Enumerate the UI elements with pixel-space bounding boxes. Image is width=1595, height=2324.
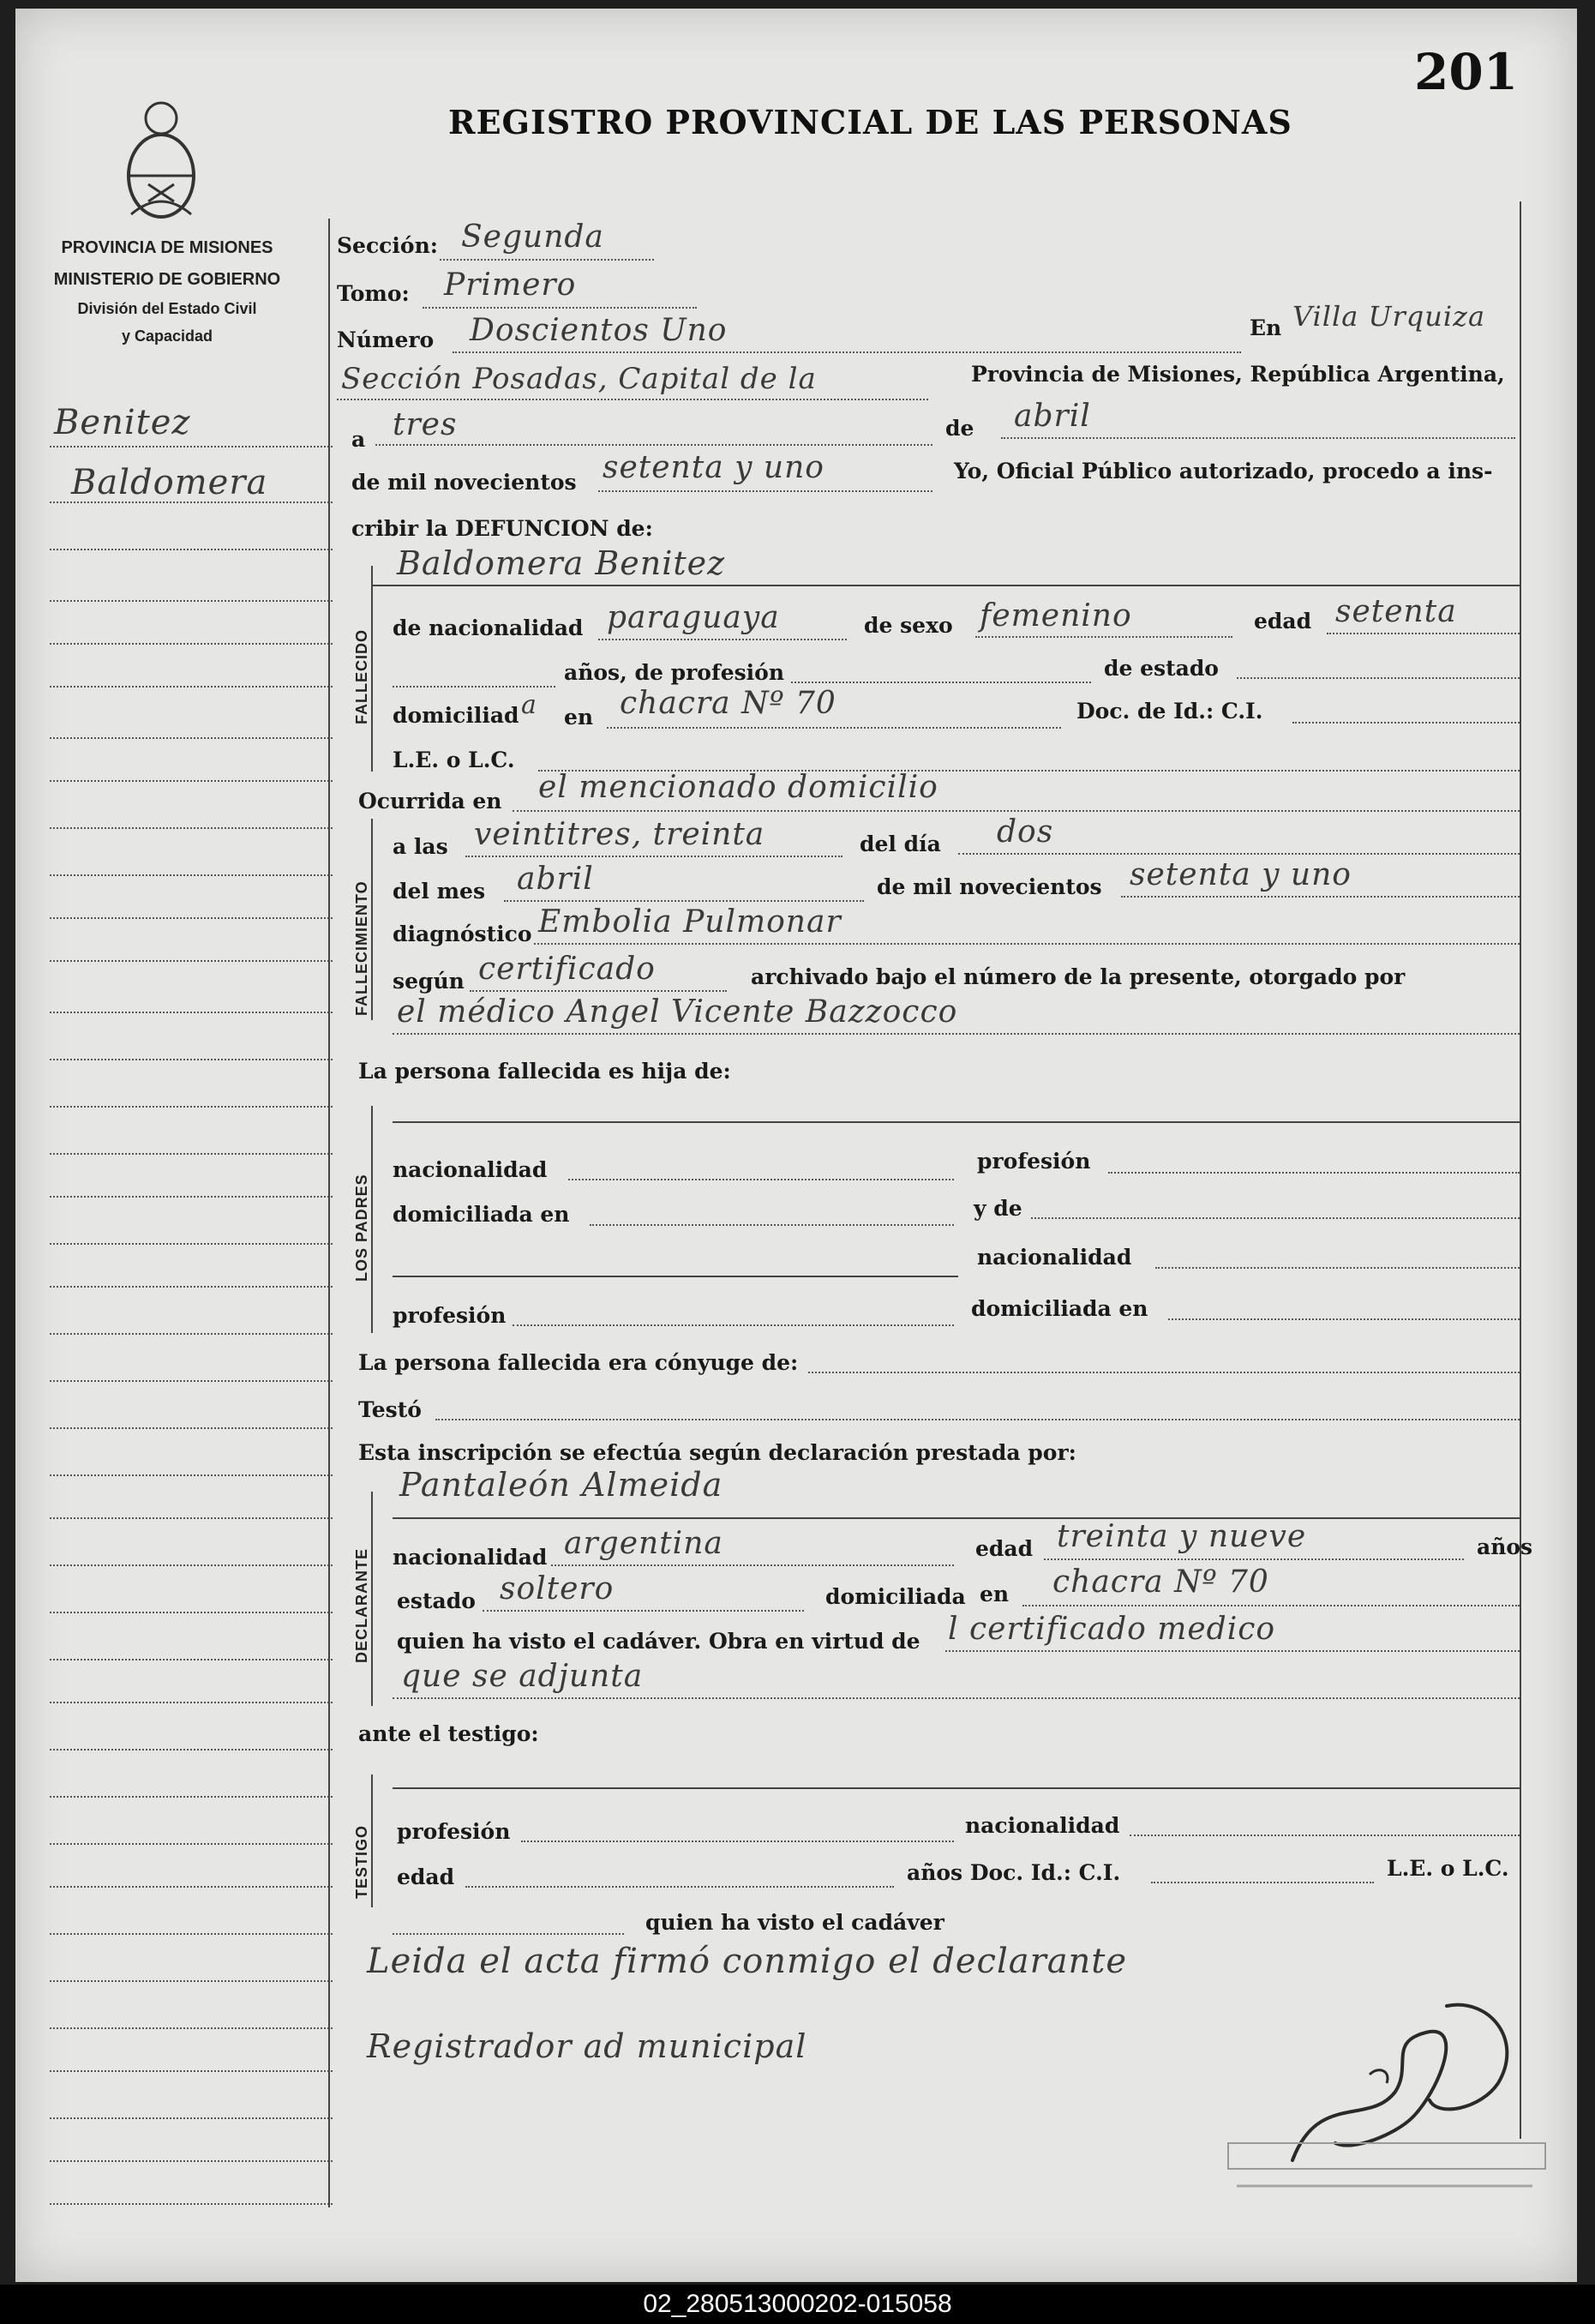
label-decl-nacionalidad: nacionalidad [393,1545,548,1570]
label-de-mil: de mil novecientos [351,470,577,495]
side-tag-testigo: TESTIGO [353,1824,370,1899]
page-title: REGISTRO PROVINCIAL DE LAS PERSONAS [448,103,1292,141]
margin-surname: Benitez [54,403,191,442]
label-quien-visto: quien ha visto el cadáver. Obra en virtud de [397,1629,920,1654]
label-padre-domiciliada: domiciliada en [393,1202,570,1227]
label-a: a [351,427,366,452]
label-decl-en: en [980,1582,1010,1606]
label-le-lc: L.E. o L.C. [393,748,515,772]
value-obra: l certificado medico [948,1612,1276,1647]
value-leida: Leida el acta firmó conmigo el declarante [367,1942,1128,1981]
value-decl-nacionalidad: argentina [564,1526,723,1561]
label-decl-anos: años [1477,1534,1533,1559]
label-archivado: archivado bajo el número de la presente, otorgado por [751,964,1406,989]
label-quien-visto-2: quien ha visto el cadáver [645,1910,944,1935]
value-lugar: Sección Posadas, Capital de la [341,362,817,396]
label-estado-de: de estado [1104,656,1219,681]
value-dia-fall: dos [997,814,1054,850]
value-anio-fall: setenta y uno [1130,857,1352,892]
value-sexo: femenino [980,598,1132,634]
side-tag-declarante: DECLARANTE [353,1548,370,1663]
value-edad: setenta [1335,594,1457,629]
label-numero: Número [337,327,435,352]
value-tomo: Primero [444,267,577,303]
label-decl-domiciliada: domiciliada [825,1584,966,1609]
label-padre-profesion: profesión [977,1149,1091,1174]
label-anos-profesion: años, de profesión [564,660,785,685]
value-mes: abril [1014,399,1091,434]
side-tag-fallecido: FALLECIDO [353,629,370,724]
label-hija-de: La persona fallecida es hija de: [358,1059,731,1084]
value-anio: setenta y uno [603,450,824,485]
value-nombre: Baldomera Benitez [397,544,726,582]
label-edad: edad [1254,609,1312,634]
label-diagnostico: diagnóstico [393,922,532,946]
record-page [15,9,1577,2282]
label-segun: según [393,969,465,994]
label-ante: ante el testigo: [358,1721,539,1746]
folio-number: 201 [1414,43,1519,101]
value-dia: tres [393,407,458,442]
label-de-mil-2: de mil novecientos [877,874,1102,899]
value-obra-2: que se adjunta [401,1659,644,1694]
label-provincia: Provincia de Misiones, República Argentina, [971,362,1505,387]
value-ocurrida: el mencionado domicilio [538,770,938,805]
institution-division: División del Estado Civil [77,300,257,317]
label-en-domicilio: en [564,705,594,730]
label-del-mes: del mes [393,879,486,904]
label-sexo: de sexo [864,613,953,638]
value-en: Villa Urquiza [1292,300,1486,333]
institution-province: PROVINCIA DE MISIONES [61,238,273,257]
label-domiciliad: domiciliad [393,703,519,728]
label-del-dia: del día [860,832,941,856]
label-testigo-le-lc: L.E. o L.C. [1387,1856,1509,1881]
value-nacionalidad: paraguaya [607,600,780,635]
institution-capacity: y Capacidad [121,327,213,345]
value-decl-edad: treinta y nueve [1057,1519,1307,1554]
label-doc: Doc. de Id.: C.I. [1076,699,1263,724]
label-ocurrida: Ocurrida en [358,789,502,814]
label-testigo-anos-doc: años Doc. Id.: C.I. [907,1860,1121,1885]
label-en: En [1250,315,1282,340]
label-y-de: y de [974,1196,1022,1221]
value-decl-domicilio: chacra Nº 70 [1052,1564,1269,1600]
image-id-label: 02_280513000202-015058 [0,2285,1595,2324]
label-madre-profesion: profesión [393,1303,507,1328]
label-de: de [945,416,974,441]
label-yo: Yo, Oficial Público autorizado, procedo a ins- [954,459,1493,483]
label-a-las: a las [393,834,448,859]
label-testigo-profesion: profesión [397,1819,511,1844]
label-nacionalidad-de: de nacionalidad [393,616,584,640]
value-decl-estado: soltero [500,1571,615,1606]
value-diagnostico: Embolia Pulmonar [538,904,842,940]
value-numero: Doscientos Uno [470,313,728,348]
value-medico: el médico Angel Vicente Bazzocco [397,994,958,1030]
label-padre-nacionalidad: nacionalidad [393,1157,548,1182]
side-tag-padres: LOS PADRES [353,1174,370,1282]
margin-given-name: Baldomera [71,463,268,502]
value-declarante: Pantaleón Almeida [399,1466,723,1504]
label-madre-domiciliada: domiciliada en [971,1296,1148,1321]
coat-of-arms-icon [114,94,208,223]
side-tag-fallecimiento: FALLECIMIENTO [353,880,370,1016]
label-testo: Testó [358,1397,422,1422]
label-decl-estado: estado [397,1588,476,1613]
label-madre-nacionalidad: nacionalidad [977,1245,1132,1270]
label-testigo-nacionalidad: nacionalidad [965,1813,1120,1838]
label-inscripcion: Esta inscripción se efectúa según declaración prestada por: [358,1440,1076,1465]
label-testigo-edad: edad [397,1865,455,1889]
label-tomo: Tomo: [337,281,410,306]
stamp-icon [1224,2139,1550,2199]
value-seccion: Segunda [461,219,604,255]
value-hora: veintitres, treinta [474,817,765,852]
value-domiciliad-suffix: a [521,690,537,720]
institution-ministry: MINISTERIO DE GOBIERNO [53,270,281,289]
label-decl-edad: edad [975,1536,1034,1561]
value-segun: certificado [478,952,656,987]
label-seccion: Sección: [337,233,438,258]
label-conyuge: La persona fallecida era cónyuge de: [358,1350,799,1375]
value-domicilio: chacra Nº 70 [620,686,836,721]
value-mes-fall: abril [517,862,594,897]
label-cribir: cribir la DEFUNCION de: [351,516,653,541]
value-cierre: Registrador ad municipal [367,2027,807,2065]
